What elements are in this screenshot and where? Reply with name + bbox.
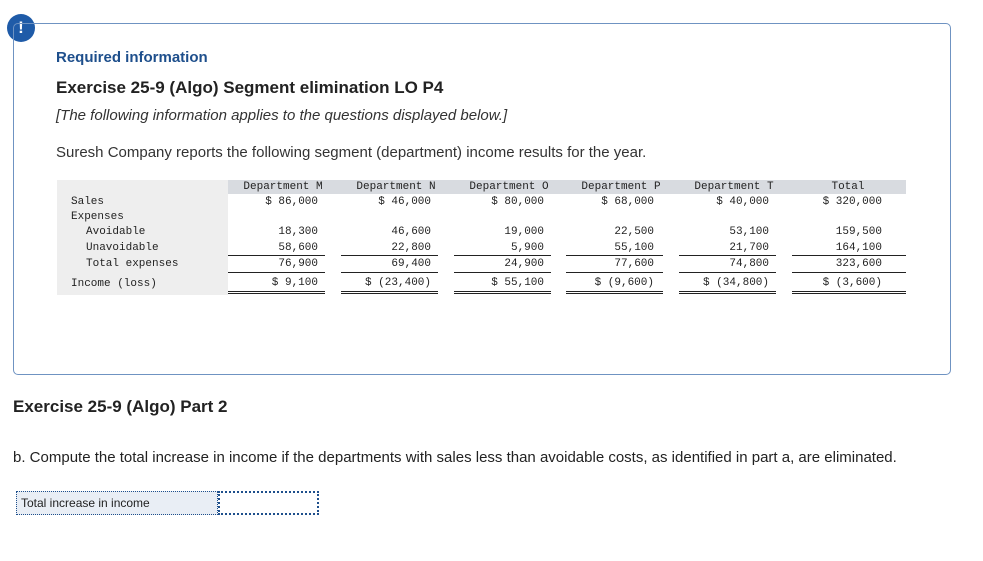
row-label-total-expenses: Total expenses <box>86 258 179 270</box>
table-cell: 24,900 <box>504 258 544 270</box>
subtotal-rule <box>341 255 438 256</box>
row-label-unavoidable: Unavoidable <box>86 242 159 254</box>
table-cell: 21,700 <box>729 242 769 254</box>
subtotal-rule <box>679 255 776 256</box>
table-cell: 77,600 <box>614 258 654 270</box>
double-rule <box>792 291 906 294</box>
table-cell: 46,600 <box>391 226 431 238</box>
double-rule <box>228 291 325 294</box>
table-cell: $ (9,600) <box>594 277 654 289</box>
table-cell: $ 9,100 <box>271 277 318 289</box>
total-rule <box>228 272 325 273</box>
total-rule <box>454 272 551 273</box>
double-rule <box>566 291 663 294</box>
table-cell: 5,900 <box>510 242 544 254</box>
total-rule <box>341 272 438 273</box>
row-label-sales: Sales <box>71 196 105 208</box>
subtotal-rule <box>454 255 551 256</box>
col-header-dept-o: Department O <box>469 181 549 193</box>
col-header-dept-n: Department N <box>356 181 436 193</box>
col-header-dept-p: Department P <box>581 181 661 193</box>
subtotal-rule <box>792 255 906 256</box>
total-rule <box>792 272 906 273</box>
table-cell: $ (23,400) <box>364 277 431 289</box>
table-cell: 22,500 <box>614 226 654 238</box>
table-cell: 22,800 <box>391 242 431 254</box>
total-rule <box>566 272 663 273</box>
table-cell: $ 86,000 <box>265 196 318 208</box>
row-label-income: Income (loss) <box>71 278 157 290</box>
table-cell: 164,100 <box>835 242 882 254</box>
segment-income-table <box>57 180 906 295</box>
table-cell: 323,600 <box>835 258 882 270</box>
table-cell: $ 68,000 <box>601 196 654 208</box>
col-header-total: Total <box>831 181 865 193</box>
table-cell: 159,500 <box>835 226 882 238</box>
question-text: b. Compute the total increase in income if the departments with sales less than avoidable costs, as identified in part a, are eliminated. <box>13 449 897 466</box>
part-title: Exercise 25-9 (Algo) Part 2 <box>13 397 228 416</box>
table-cell: $ 80,000 <box>491 196 544 208</box>
total-rule <box>679 272 776 273</box>
double-rule <box>454 291 551 294</box>
table-cell: 74,800 <box>729 258 769 270</box>
table-cell: 55,100 <box>614 242 654 254</box>
intro-text: Suresh Company reports the following segment (department) income results for the year. <box>56 144 647 161</box>
info-note: [The following information applies to the questions displayed below.] <box>56 107 508 124</box>
table-cell: 18,300 <box>278 226 318 238</box>
answer-label: Total increase in income <box>16 491 218 515</box>
total-increase-input[interactable] <box>218 491 319 515</box>
table-cell: 69,400 <box>391 258 431 270</box>
required-info-heading: Required information <box>56 49 208 66</box>
table-cell: $ 55,100 <box>491 277 544 289</box>
exercise-title: Exercise 25-9 (Algo) Segment elimination LO P4 <box>56 78 444 97</box>
table-cell: $ 40,000 <box>716 196 769 208</box>
table-cell: 53,100 <box>729 226 769 238</box>
table-cell: 58,600 <box>278 242 318 254</box>
double-rule <box>679 291 776 294</box>
table-cell: $ 320,000 <box>822 196 882 208</box>
table-cell: 19,000 <box>504 226 544 238</box>
table-cell: 76,900 <box>278 258 318 270</box>
row-label-expenses: Expenses <box>71 211 124 223</box>
table-cell: $ (34,800) <box>702 277 769 289</box>
col-header-dept-m: Department M <box>243 181 323 193</box>
double-rule <box>341 291 438 294</box>
table-cell: $ (3,600) <box>822 277 882 289</box>
table-cell: $ 46,000 <box>378 196 431 208</box>
col-header-dept-t: Department T <box>694 181 774 193</box>
alert-icon: ! <box>7 14 35 42</box>
row-label-avoidable: Avoidable <box>86 226 146 238</box>
subtotal-rule <box>566 255 663 256</box>
subtotal-rule <box>228 255 325 256</box>
